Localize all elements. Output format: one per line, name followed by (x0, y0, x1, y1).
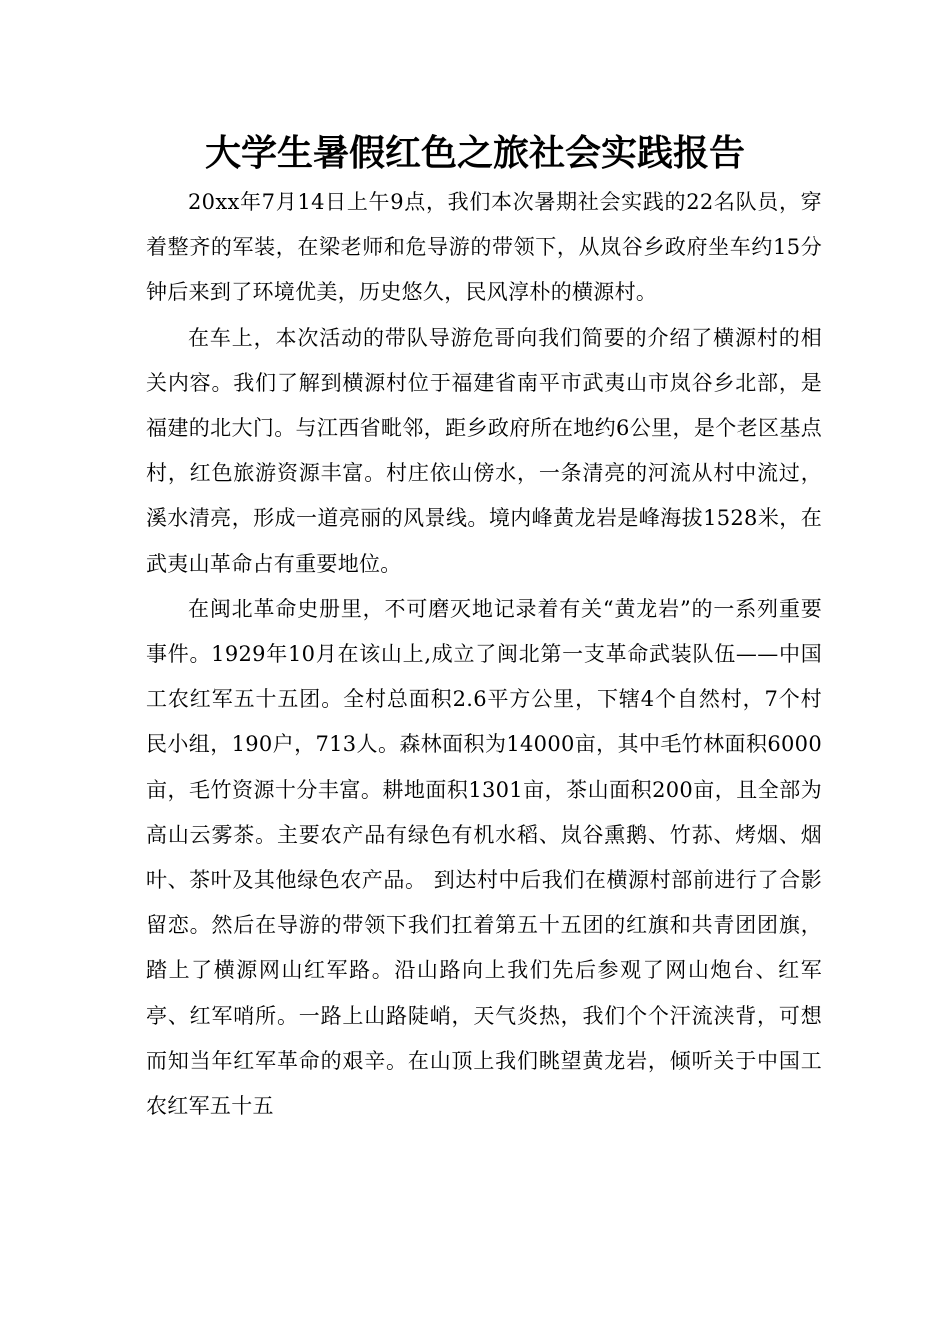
paragraph-2: 在车上，本次活动的带队导游危哥向我们简要的介绍了横源村的相关内容。我们了解到横源村位于福建省南平市武夷山市岚谷乡北部，是福建的北大门。与江西省毗邻，距乡政府所在地约6公里，是个老区基点村，红色旅游资源丰富。村庄依山傍水，一条清亮的河流从村中流过，溪水清亮，形成一道亮丽的风景线。境内峰黄龙岩是峰海拔1528米，在武夷山革命占有重要地位。 (146, 325, 822, 576)
document-title: 大学生暑假红色之旅社会实践报告 (204, 132, 745, 174)
paragraph-3: 在闽北革命史册里，不可磨灭地记录着有关“黄龙岩”的一系列重要事件。1929年10月在该山上,成立了闽北第一支革命武装队伍——中国工农红军五十五团。全村总面积2.6平方公里，下辖4个自然村，7个村民小组，190户，713人。森林面积为14000亩，其中毛竹林面积6000亩，毛竹资源十分丰富。耕地面积1301亩，茶山面积200亩，且全部为高山云雾茶。主要农产品有绿色有机水稻、岚谷熏鹅、竹荪、烤烟、烟叶、茶叶及其他绿色农产品。 到达村中后我们在横源村部前进行了合影留恋。然后在导游的带领下我们扛着第五十五团的红旗和共青团团旗，踏上了横源网山红军路。沿山路向上我们先后参观了网山炮台、红军亭、红军哨所。一路上山路陡峭，天气炎热，我们个个汗流浃背，可想而知当年红军革命的艰辛。在山顶上我们眺望黄龙岩，倾听关于中国工农红军五十五 (146, 596, 822, 1119)
paragraph-1: 20xx年7月14日上午9点，我们本次暑期社会实践的22名队员，穿着整齐的军装，在梁老师和危导游的带领下，从岚谷乡政府坐车约15分钟后来到了环境优美，历史悠久，民风淳朴的横源村。 (146, 190, 822, 305)
document-body (146, 180, 822, 1129)
